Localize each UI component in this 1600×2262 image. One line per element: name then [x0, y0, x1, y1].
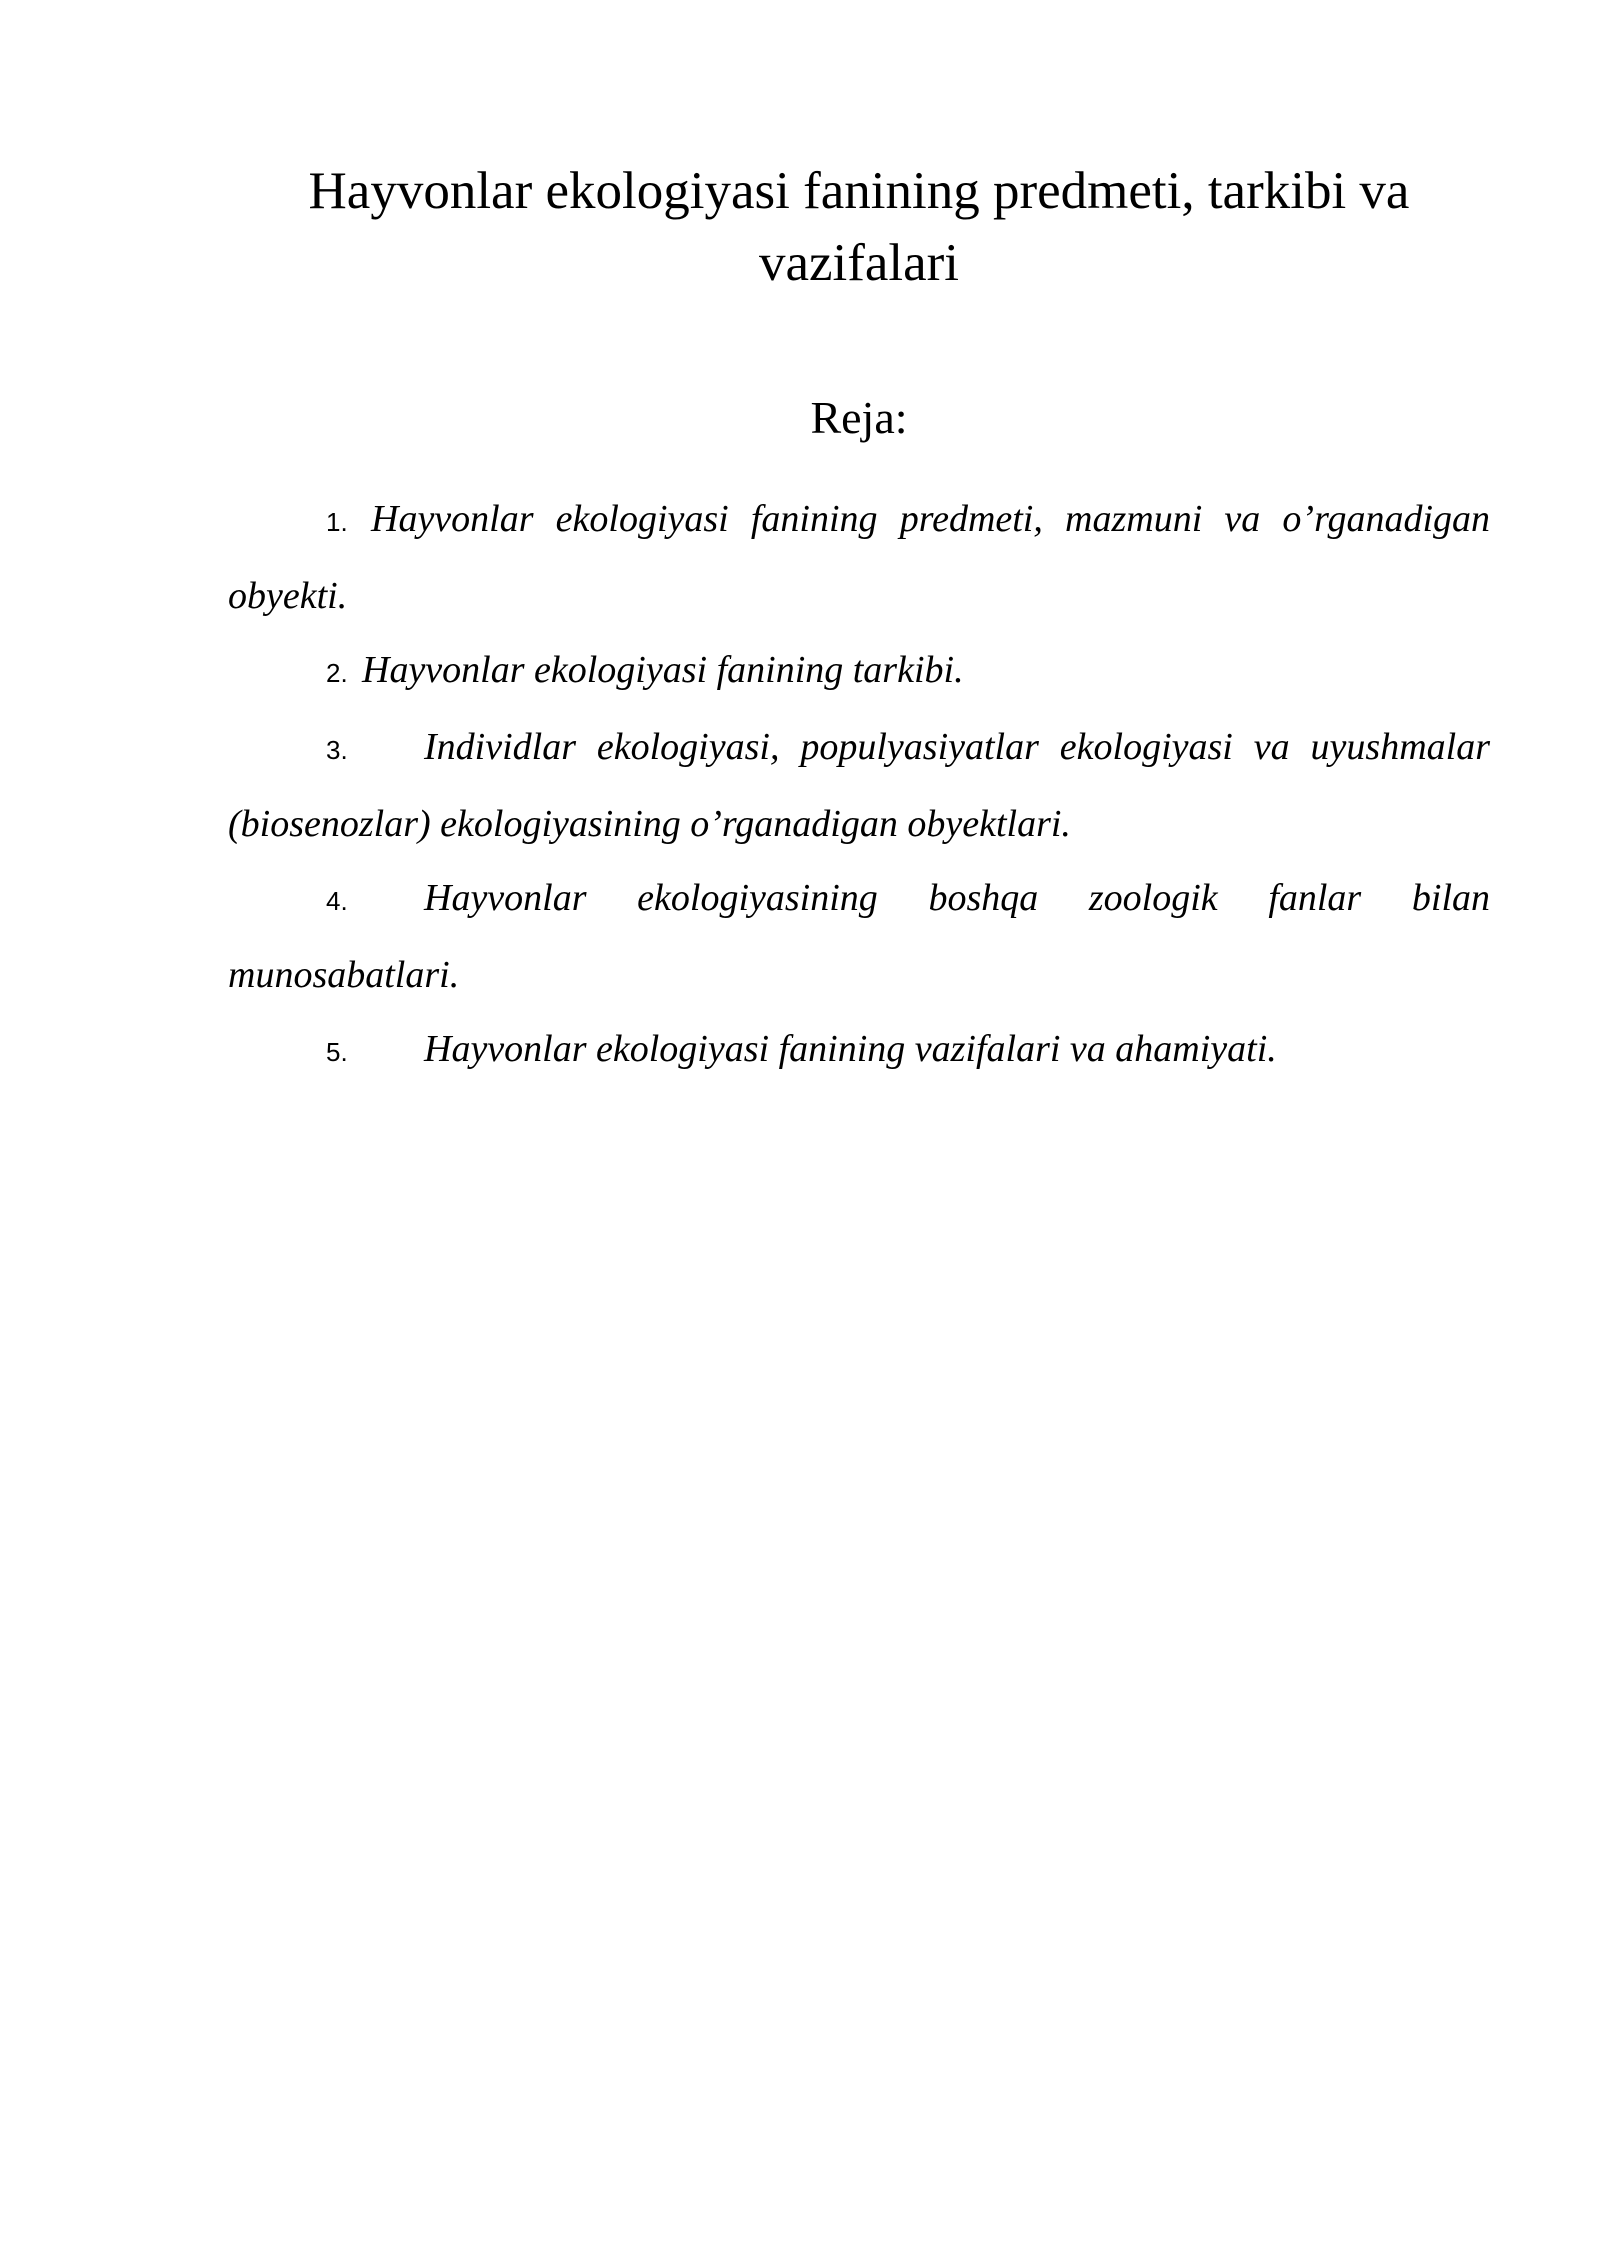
- plan-item-5: [228, 1012, 1490, 1089]
- document-title: Hayvonlar ekologiyasi fanining predmeti, tarkibi va vazifalari: [308, 162, 1410, 292]
- plan-item-1: [228, 482, 1490, 633]
- plan-heading: Reja:: [810, 392, 908, 443]
- plan-item-number: 2.: [326, 658, 348, 688]
- plan-item-text: Individlar ekologiyasi, populyasiyatlar ekologiyasi va uyushmalar (biosenozlar) ekologiyasining o’rganadigan obyektlari.: [228, 726, 1490, 845]
- plan-item-text: Hayvonlar ekologiyasi fanining vazifalari va ahamiyati.: [424, 1028, 1277, 1070]
- plan-list: [228, 482, 1490, 1089]
- plan-item-2: [228, 633, 1490, 710]
- plan-item-number: 4.: [326, 886, 348, 916]
- plan-item-text: Hayvonlar ekologiyasi fanining predmeti, mazmuni va o’rganadigan obyekti.: [228, 498, 1490, 617]
- plan-item-4: [228, 861, 1490, 1012]
- plan-item-number: 5.: [326, 1037, 348, 1067]
- plan-item-number: 3.: [326, 735, 348, 765]
- plan-item-3: [228, 710, 1490, 861]
- plan-item-text: Hayvonlar ekologiyasi fanining tarkibi.: [362, 649, 964, 691]
- plan-item-number: 1.: [326, 507, 348, 537]
- plan-item-text: Hayvonlar ekologiyasining boshqa zoologik fanlar bilan munosabatlari.: [228, 877, 1490, 996]
